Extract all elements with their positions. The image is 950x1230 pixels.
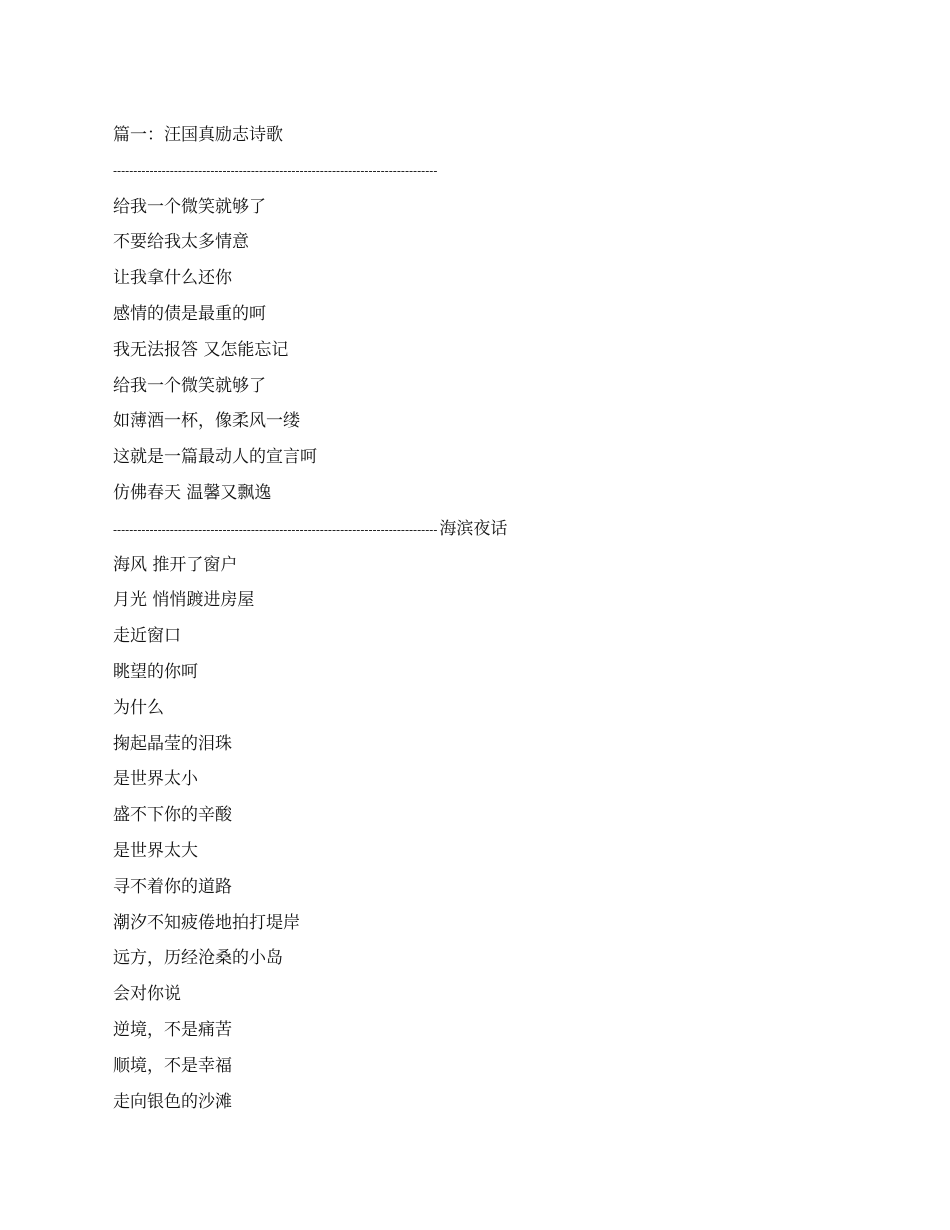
separator-line-2: -------------------------------------------------------------------------------- — [113, 522, 438, 537]
poem-2-line: 是世界太小 — [113, 769, 198, 790]
poem-2-line: 走向银色的沙滩 — [113, 1091, 232, 1112]
poem-2 — [113, 548, 893, 1121]
poem-1-line: 如薄酒一杯，像柔风一缕 — [113, 411, 300, 432]
document-body — [113, 118, 893, 1120]
poem-1-line: 不要给我太多情意 — [113, 232, 249, 253]
poem-1-line: 仿佛春天 温馨又飘逸 — [113, 482, 272, 503]
poem-2-line: 远方，历经沧桑的小岛 — [113, 948, 283, 969]
poem-2-line: 潮汐不知疲倦地拍打堤岸 — [113, 912, 300, 933]
poem-1-line: 这就是一篇最动人的宣言呵 — [113, 447, 317, 468]
separator-line-1: -------------------------------------------------------------------------------- — [113, 163, 438, 178]
poem-2-line: 盛不下你的辛酸 — [113, 805, 232, 826]
poem-2-title: 海滨夜话 — [439, 518, 508, 539]
poem-1 — [113, 190, 893, 512]
separator-with-title — [113, 512, 893, 548]
poem-2-line: 寻不着你的道路 — [113, 876, 232, 897]
poem-2-line: 眺望的你呵 — [113, 661, 198, 682]
poem-2-line: 为什么 — [113, 697, 164, 718]
poem-2-line: 会对你说 — [113, 984, 181, 1005]
poem-2-line: 逆境，不是痛苦 — [113, 1019, 232, 1040]
poem-2-line: 顺境，不是幸福 — [113, 1055, 232, 1076]
poem-1-line: 给我一个微笑就够了 — [113, 375, 266, 396]
document-heading: 篇一：汪国真励志诗歌 — [113, 125, 283, 145]
poem-2-line: 走近窗口 — [113, 626, 181, 647]
poem-2-line: 海风 推开了窗户 — [113, 554, 238, 575]
poem-2-line: 月光 悄悄踱进房屋 — [113, 590, 255, 611]
poem-2-line: 掬起晶莹的泪珠 — [113, 733, 232, 754]
poem-1-line: 感情的债是最重的呵 — [113, 303, 266, 324]
poem-2-line: 是世界太大 — [113, 840, 198, 861]
poem-1-line: 我无法报答 又怎能忘记 — [113, 339, 289, 360]
poem-1-line: 让我拿什么还你 — [113, 268, 232, 289]
poem-1-line: 给我一个微笑就够了 — [113, 196, 266, 217]
